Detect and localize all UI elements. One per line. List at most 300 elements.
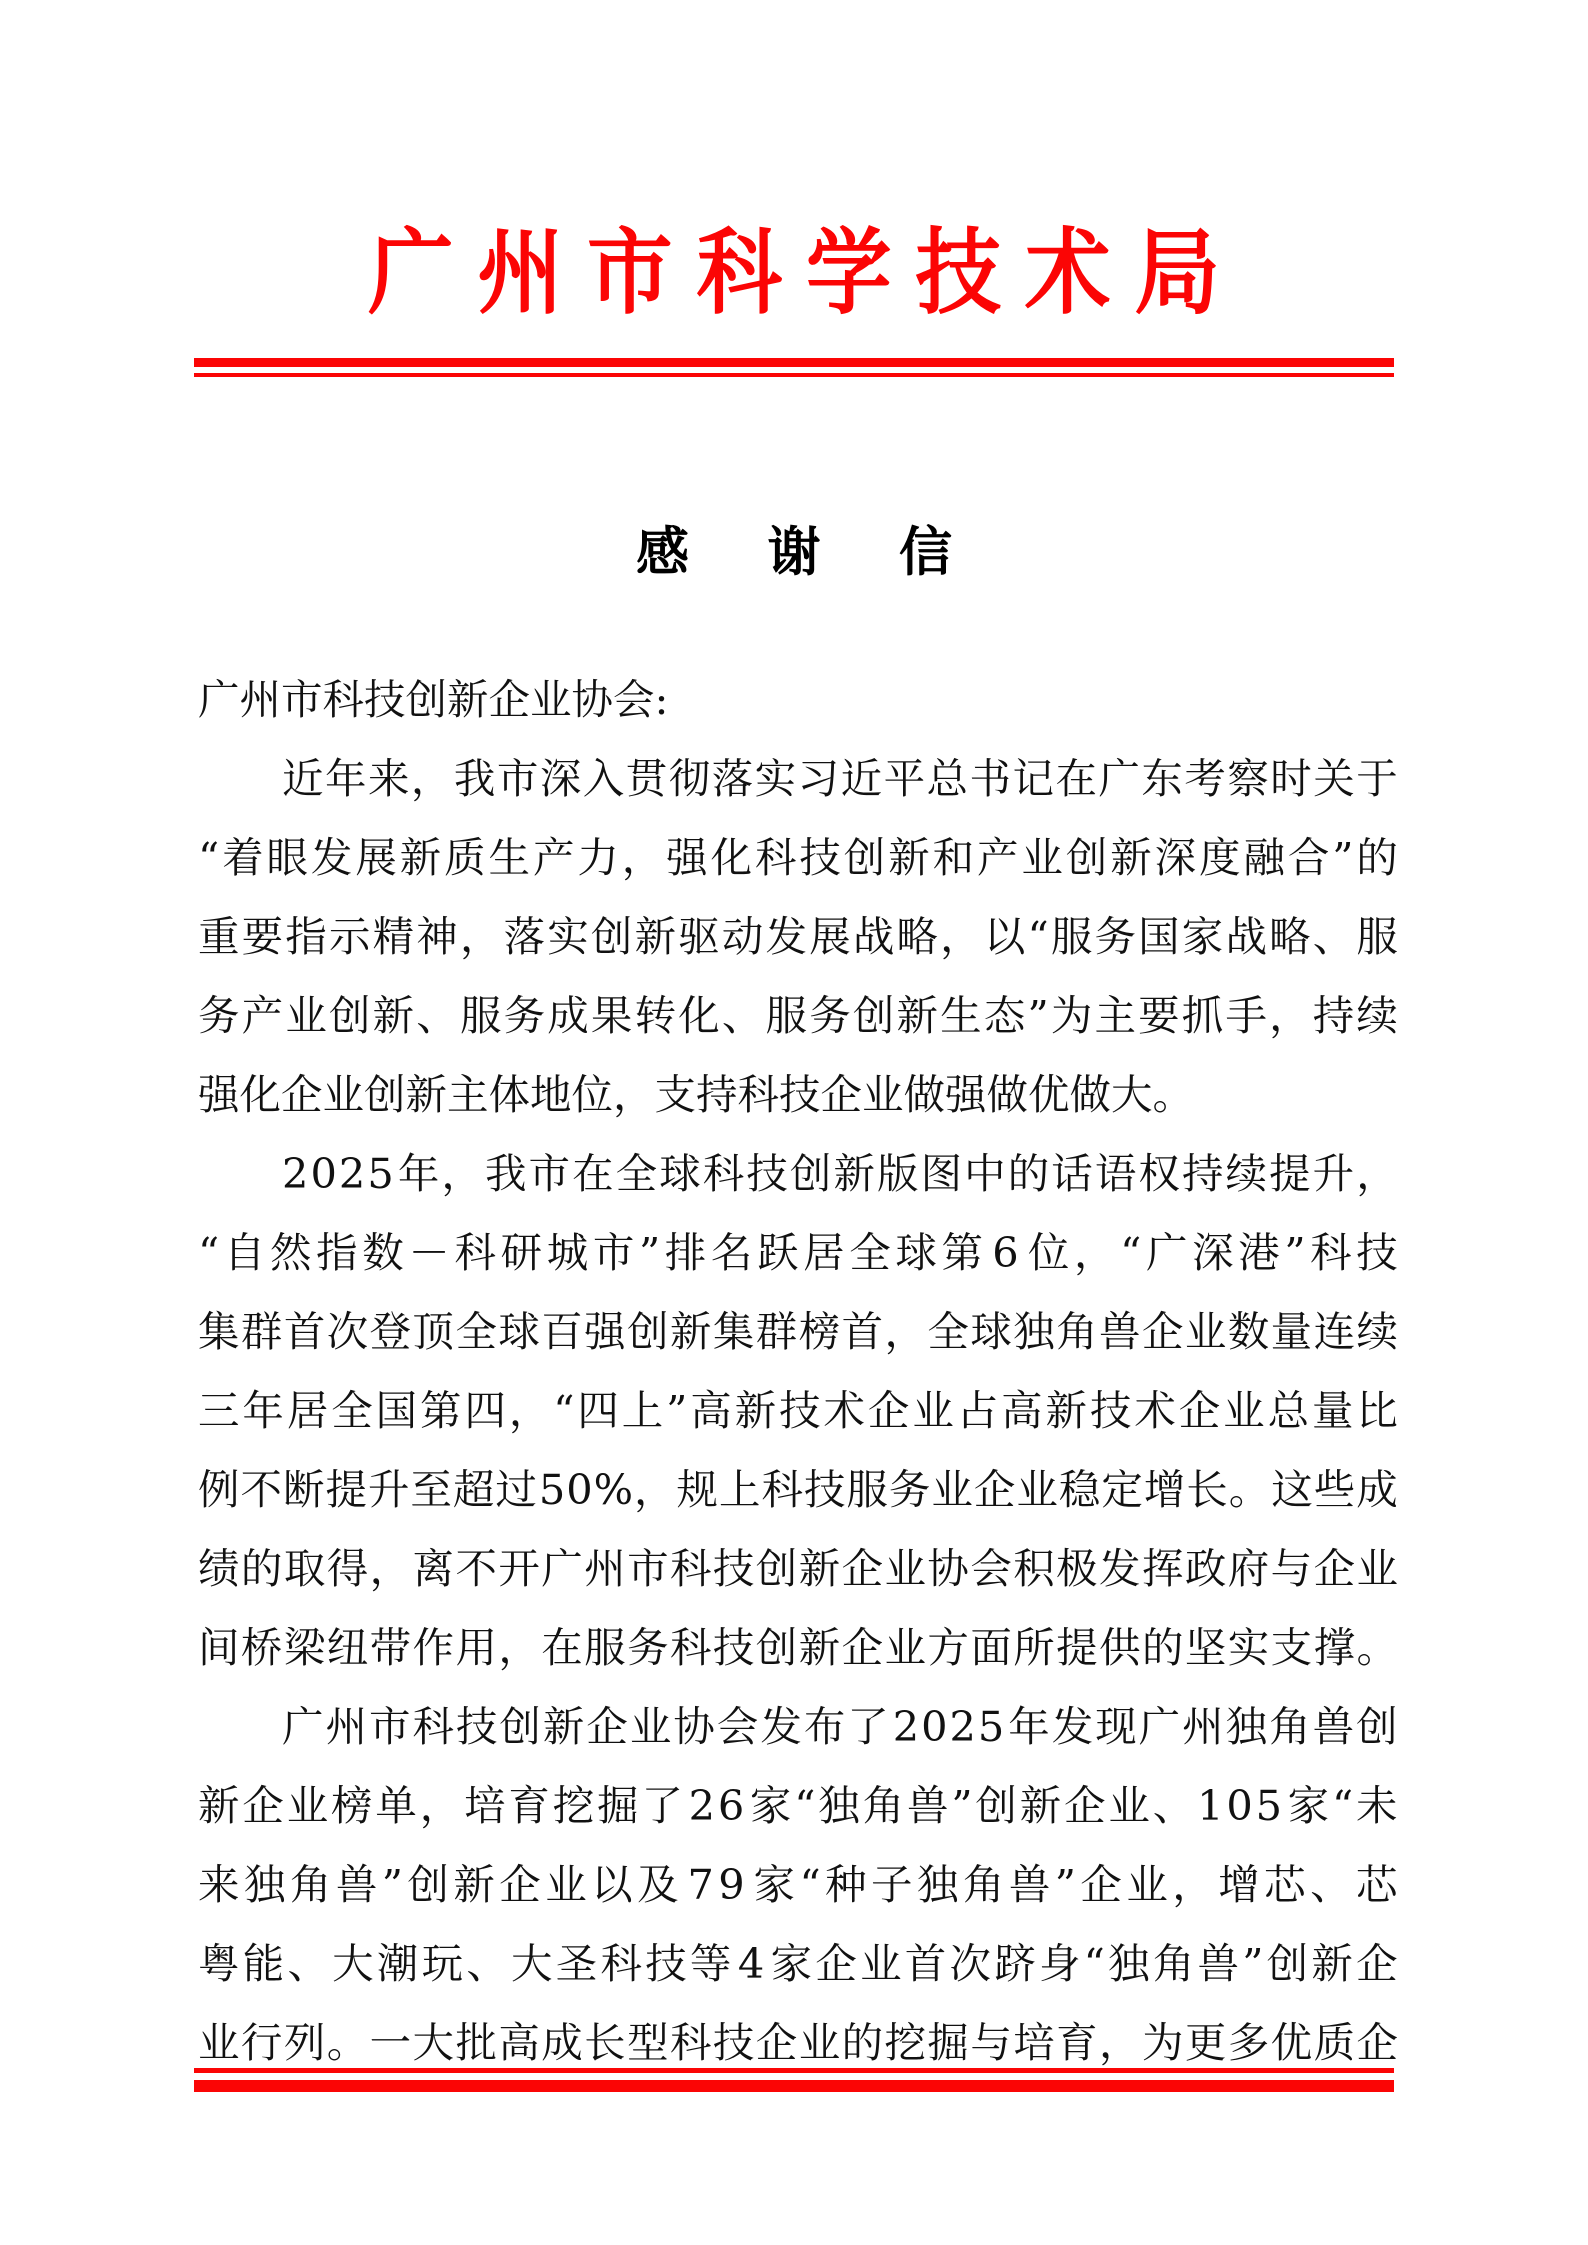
body-glyph: 创 <box>499 1702 541 1751</box>
body-glyph: 持 <box>1181 1149 1224 1198</box>
body-glyph: 例 <box>198 1465 240 1514</box>
body-glyph: ， <box>459 912 502 961</box>
body-glyph: 发 <box>1051 1702 1094 1751</box>
body-glyph: 技 <box>712 1623 755 1672</box>
divider-line-thick <box>194 358 1394 367</box>
body-glyph: 要 <box>241 912 284 961</box>
body-glyph: 关 <box>1313 754 1355 803</box>
body-glyph: 展 <box>355 833 397 882</box>
body-glyph: 服 <box>1356 912 1398 961</box>
body-glyph: 挖 <box>552 1781 595 1830</box>
body-glyph: 业 <box>1126 1860 1168 1909</box>
body-glyph: 抓 <box>1181 991 1224 1040</box>
body-glyph: 所 <box>1013 1623 1055 1672</box>
body-glyph: 市 <box>592 1228 635 1277</box>
body-glyph: 科 <box>669 2018 712 2067</box>
body-glyph: 9 <box>718 1860 745 1909</box>
body-glyph: 6 <box>992 1228 1019 1277</box>
body-glyph: 国 <box>1138 912 1180 961</box>
divider-line-thin <box>194 373 1394 377</box>
body-glyph: ， <box>940 912 982 961</box>
body-glyph: 了 <box>641 1781 683 1830</box>
body-glyph: 掘 <box>597 1781 639 1830</box>
body-glyph: ， <box>1074 1228 1116 1277</box>
body-glyph: 跃 <box>757 1228 799 1277</box>
body-glyph: 权 <box>1138 1149 1180 1198</box>
body-glyph: 指 <box>316 1228 358 1277</box>
body-glyph: 持 <box>1312 991 1355 1040</box>
body-glyph: 2 <box>688 1781 716 1830</box>
body-glyph: 等 <box>689 1939 732 1988</box>
body-glyph: 与 <box>970 2018 1012 2067</box>
body-glyph: 家 <box>1181 912 1224 961</box>
body-glyph: 技 <box>799 833 841 882</box>
body-glyph: 育 <box>1056 2018 1098 2067</box>
body-glyph: 潮 <box>376 1939 419 1988</box>
body-glyph: 、 <box>466 1939 508 1988</box>
body-glyph: 、 <box>1310 1860 1352 1909</box>
body-glyph: 7 <box>687 1860 714 1909</box>
body-glyph: 兽 <box>1197 1939 1240 1988</box>
body-glyph: 定 <box>1101 1465 1143 1514</box>
body-glyph: ， <box>498 1623 540 1672</box>
body-glyph: 合 <box>1287 833 1330 882</box>
body-glyph: 融 <box>1243 833 1285 882</box>
body-glyph: 驱 <box>678 912 720 961</box>
issuing-authority-title: 广州市科学技术局 <box>368 218 1244 327</box>
body-glyph: 高 <box>498 2018 540 2067</box>
body-glyph: 续 <box>1356 991 1398 1040</box>
body-glyph: ” <box>381 1860 403 1909</box>
body-glyph: 创 <box>755 1623 798 1672</box>
body-glyph: 独 <box>916 1860 959 1909</box>
body-glyph: 创 <box>852 991 895 1040</box>
body-glyph: 业 <box>545 1860 587 1909</box>
body-glyph: “ <box>1120 1228 1142 1277</box>
body-glyph: 全 <box>331 1386 373 1435</box>
body-glyph: 我 <box>484 1149 527 1198</box>
body-glyph: 落 <box>503 912 546 961</box>
body-glyph: 市 <box>496 754 539 803</box>
body-glyph: 展 <box>809 912 851 961</box>
body-glyph: 于 <box>1356 754 1398 803</box>
body-glyph: 0 <box>310 1149 337 1198</box>
body-glyph: 占 <box>956 1386 999 1435</box>
body-glyph: 量 <box>1311 1386 1354 1435</box>
body-glyph: 企 <box>1356 1939 1398 1988</box>
body-glyph: 芯 <box>1356 1860 1398 1909</box>
body-glyph: “ <box>198 833 220 882</box>
body-glyph: 实 <box>547 912 589 961</box>
body-glyph: 质 <box>1313 2018 1356 2067</box>
body-glyph: 企 <box>586 1702 628 1751</box>
body-glyph: 平 <box>883 754 926 803</box>
body-glyph: ， <box>1269 991 1311 1040</box>
document-body <box>198 660 1398 2082</box>
body-glyph: 三 <box>198 1386 240 1435</box>
body-glyph: 。 <box>1228 1465 1271 1514</box>
body-glyph: 业 <box>1021 833 1063 882</box>
body-glyph: 神 <box>416 912 458 961</box>
body-glyph: “ <box>1331 1781 1354 1830</box>
body-glyph: 实 <box>1227 1623 1270 1672</box>
body-glyph: 年 <box>397 1149 440 1198</box>
body-glyph: 实 <box>754 754 797 803</box>
body-glyph: 跻 <box>994 1939 1036 1988</box>
body-glyph: 深 <box>1192 1228 1234 1277</box>
body-glyph: ， <box>1099 2018 1141 2067</box>
body-glyph: 百 <box>541 1307 583 1356</box>
body-glyph: 眼 <box>266 833 309 882</box>
body-glyph: 我 <box>453 754 496 803</box>
body-glyph: 城 <box>546 1228 589 1277</box>
body-glyph: 新 <box>669 1307 712 1356</box>
body-glyph: 业 <box>629 1702 672 1751</box>
body-glyph: 广 <box>1098 754 1140 803</box>
body-glyph: 2 <box>338 1149 366 1198</box>
body-glyph: 独 <box>1225 1702 1268 1751</box>
body-glyph: 技 <box>1356 1228 1398 1277</box>
body-glyph: 、 <box>1152 1781 1195 1830</box>
body-line <box>198 1292 1398 1371</box>
body-glyph: 上 <box>621 1386 664 1435</box>
body-glyph: ， <box>621 833 664 882</box>
body-glyph: ” <box>1332 833 1354 882</box>
body-glyph: 企 <box>973 1465 1016 1514</box>
body-glyph: 在 <box>541 1623 583 1672</box>
body-glyph: 新 <box>198 1781 240 1830</box>
body-glyph: 过 <box>495 1465 537 1514</box>
body-glyph: 服 <box>765 991 808 1040</box>
body-glyph: 独 <box>243 1860 286 1909</box>
body-glyph: 撑 <box>1313 1623 1356 1672</box>
document-title: 感 谢 信 <box>636 521 982 583</box>
body-glyph: 培 <box>1013 2018 1055 2067</box>
body-glyph: 断 <box>282 1465 325 1514</box>
body-glyph: 时 <box>1270 754 1312 803</box>
body-glyph: 广 <box>282 1702 324 1751</box>
body-glyph: 纽 <box>326 1623 369 1672</box>
body-glyph: ” <box>1027 991 1049 1040</box>
body-glyph: 版 <box>877 1149 919 1198</box>
body-glyph: 技 <box>645 1939 687 1988</box>
body-glyph: 排 <box>664 1228 707 1277</box>
body-glyph: ， <box>634 1465 676 1514</box>
body-glyph: 广 <box>541 1544 583 1593</box>
body-glyph: 超 <box>452 1465 495 1514</box>
body-glyph: 角 <box>1269 1702 1311 1751</box>
body-glyph: 度 <box>1199 833 1241 882</box>
body-glyph: 生 <box>488 833 531 882</box>
paragraph-3 <box>198 1687 1398 2082</box>
body-glyph: 业 <box>860 1939 902 1988</box>
body-glyph: 业 <box>1016 1465 1058 1514</box>
body-glyph: 化 <box>678 991 720 1040</box>
body-glyph: 新 <box>634 912 677 961</box>
body-line <box>198 1450 1398 1529</box>
body-glyph: 群 <box>240 1307 283 1356</box>
body-glyph: 企 <box>1064 1781 1106 1830</box>
body-glyph: 全 <box>927 1307 969 1356</box>
body-glyph: 生 <box>940 991 982 1040</box>
body-glyph: ” <box>666 1386 688 1435</box>
body-line <box>198 897 1398 976</box>
body-glyph: 服 <box>459 991 502 1040</box>
body-glyph: 科 <box>761 1465 803 1514</box>
body-glyph: 角 <box>862 1781 905 1830</box>
body-glyph: 重 <box>198 912 240 961</box>
body-glyph: 发 <box>760 1702 802 1751</box>
body-glyph: 0 <box>1226 1781 1253 1830</box>
body-glyph: 种 <box>825 1860 867 1909</box>
body-glyph: 技 <box>712 2018 755 2067</box>
body-glyph: 发 <box>1099 1544 1141 1593</box>
body-glyph: ， <box>1172 1860 1214 1909</box>
body-glyph: 球 <box>895 1228 937 1277</box>
body-glyph: 习 <box>797 754 840 803</box>
body-glyph: 企 <box>242 1781 284 1830</box>
body-glyph: 来 <box>367 754 410 803</box>
body-glyph: 首 <box>904 1939 947 1988</box>
body-glyph: 企 <box>499 1860 541 1909</box>
body-glyph: 比 <box>1356 1386 1398 1435</box>
body-glyph: 产 <box>532 833 575 882</box>
body-glyph: 5 <box>1255 1781 1282 1830</box>
body-glyph: 作 <box>412 1623 455 1672</box>
body-glyph: 以 <box>591 1860 633 1909</box>
body-glyph: “ <box>1027 912 1049 961</box>
body-glyph: 高 <box>690 1386 732 1435</box>
body-glyph: 企 <box>1313 1544 1356 1593</box>
body-glyph: 务 <box>627 1623 669 1672</box>
body-glyph: “ <box>794 1781 816 1830</box>
body-glyph: 角 <box>1152 1939 1195 1988</box>
body-glyph: 市 <box>627 1544 669 1593</box>
body-line <box>198 976 1398 1055</box>
body-glyph: 长 <box>1186 1465 1228 1514</box>
body-glyph: 独 <box>818 1781 860 1830</box>
body-glyph: 务 <box>809 991 851 1040</box>
body-line <box>198 1687 1398 1766</box>
body-glyph: 业 <box>931 1465 973 1514</box>
body-glyph: 产 <box>241 991 284 1040</box>
body-glyph: 不 <box>455 1544 497 1593</box>
body-glyph: 大 <box>332 1939 374 1988</box>
divider-gap <box>194 2073 1394 2080</box>
body-glyph: 服 <box>584 1623 626 1672</box>
body-glyph: 新 <box>734 1386 777 1435</box>
body-glyph: 登 <box>369 1307 412 1356</box>
body-glyph: 港 <box>1238 1228 1280 1277</box>
body-glyph: 以 <box>983 912 1026 961</box>
body-glyph: 近 <box>282 754 324 803</box>
body-glyph: 0 <box>921 1702 948 1751</box>
body-glyph: 数 <box>1227 1307 1270 1356</box>
body-line <box>198 818 1398 897</box>
body-glyph: 、 <box>1312 912 1355 961</box>
body-glyph: ” <box>638 1228 661 1277</box>
body-glyph: 科 <box>669 1623 712 1672</box>
body-glyph: ” <box>1242 1939 1264 1988</box>
body-glyph: 深 <box>539 754 582 803</box>
body-glyph: 为 <box>1141 2018 1184 2067</box>
body-glyph: 掘 <box>927 2018 969 2067</box>
body-glyph: 四 <box>464 1386 506 1435</box>
body-glyph: 新 <box>1311 1939 1353 1988</box>
body-glyph: 的 <box>1356 833 1398 882</box>
body-glyph: 间 <box>198 1623 240 1672</box>
body-glyph: ” <box>951 1781 973 1830</box>
body-glyph: 稳 <box>1058 1465 1101 1514</box>
body-glyph: 升 <box>367 1465 410 1514</box>
body-glyph: 企 <box>841 1623 884 1672</box>
body-glyph: 服 <box>1050 912 1093 961</box>
body-glyph: 府 <box>1227 1544 1270 1593</box>
body-glyph: 、 <box>721 991 764 1040</box>
body-glyph: 布 <box>803 1702 846 1751</box>
body-line <box>198 1845 1398 1924</box>
body-glyph: 态 <box>983 991 1026 1040</box>
body-glyph: 要 <box>1138 991 1180 1040</box>
body-glyph: 新 <box>833 1149 875 1198</box>
body-glyph: 新 <box>1019 1781 1062 1830</box>
body-glyph: 新 <box>542 1702 585 1751</box>
body-glyph: 彻 <box>668 754 711 803</box>
body-glyph: 未 <box>1356 1781 1398 1830</box>
body-glyph: 大 <box>511 1939 553 1988</box>
body-glyph: 榜 <box>331 1781 373 1830</box>
body-glyph: 1 <box>1197 1781 1224 1830</box>
body-line <box>198 1529 1398 1608</box>
body-glyph: 业 <box>1223 1386 1265 1435</box>
body-glyph: 子 <box>871 1860 913 1909</box>
body-glyph: 和 <box>932 833 975 882</box>
body-glyph: 中 <box>964 1149 1006 1198</box>
body-glyph: 广 <box>1138 1702 1181 1751</box>
body-glyph: 企 <box>1080 1860 1122 1909</box>
body-glyph: 兽 <box>335 1860 378 1909</box>
body-glyph: 总 <box>1267 1386 1310 1435</box>
body-glyph: 政 <box>1184 1544 1227 1593</box>
body-glyph: 集 <box>712 1307 755 1356</box>
body-line <box>198 739 1398 818</box>
body-glyph: 续 <box>1356 1307 1398 1356</box>
body-glyph: 年 <box>242 1386 284 1435</box>
body-glyph: ， <box>410 754 453 803</box>
body-glyph: 5 <box>538 1465 566 1514</box>
body-glyph: 创 <box>1065 833 1108 882</box>
body-glyph: 新 <box>798 1544 841 1593</box>
body-glyph: 科 <box>412 1702 454 1751</box>
body-glyph: 年 <box>324 754 367 803</box>
body-glyph: 的 <box>841 2018 884 2067</box>
body-glyph: 面 <box>970 1623 1012 1672</box>
body-glyph: 强 <box>584 1307 626 1356</box>
body-glyph: 州 <box>1182 1702 1224 1751</box>
body-glyph: 长 <box>584 2018 626 2067</box>
body-glyph: 位 <box>1027 1228 1070 1277</box>
body-glyph: 挖 <box>884 2018 927 2067</box>
body-glyph: 2 <box>892 1702 920 1751</box>
body-glyph: 供 <box>1099 1623 1141 1672</box>
body-glyph: 新 <box>798 1623 841 1672</box>
body-glyph: 高 <box>1001 1386 1043 1435</box>
body-glyph: 创 <box>755 1544 798 1593</box>
body-glyph: ” <box>1054 1860 1076 1909</box>
body-glyph: 新 <box>399 833 442 882</box>
body-glyph: 深 <box>1154 833 1197 882</box>
body-glyph: 首 <box>283 1307 326 1356</box>
body-glyph: 成 <box>1356 1465 1398 1514</box>
body-glyph: 精 <box>372 912 415 961</box>
body-glyph: 战 <box>1225 912 1267 961</box>
body-glyph: ， <box>508 1386 551 1435</box>
body-glyph: 书 <box>969 754 1012 803</box>
body-glyph: 挥 <box>1141 1544 1184 1593</box>
body-glyph: 示 <box>328 912 371 961</box>
body-glyph: 身 <box>1038 1939 1081 1988</box>
body-glyph: 业 <box>286 1781 329 1830</box>
body-glyph: 、 <box>287 1939 329 1988</box>
body-glyph: 务 <box>1094 912 1136 961</box>
body-glyph: 角 <box>289 1860 332 1909</box>
body-line <box>198 1766 1398 1845</box>
body-glyph: 东 <box>1141 754 1183 803</box>
body-glyph: 技 <box>1089 1386 1132 1435</box>
body-glyph: 科 <box>702 1149 745 1198</box>
body-glyph: 业 <box>884 1544 927 1593</box>
body-glyph: 年 <box>1008 1702 1050 1751</box>
body-glyph: 成 <box>547 991 589 1040</box>
body-glyph: 国 <box>375 1386 418 1435</box>
body-glyph: 协 <box>927 1544 969 1593</box>
body-glyph: 记 <box>1012 754 1054 803</box>
body-glyph: 成 <box>541 2018 583 2067</box>
body-glyph: 新 <box>1110 833 1152 882</box>
body-glyph: 技 <box>746 1149 788 1198</box>
body-glyph: 考 <box>1184 754 1226 803</box>
body-glyph: 创 <box>975 1781 1017 1830</box>
body-glyph: 企 <box>815 1939 857 1988</box>
body-glyph: 发 <box>310 833 353 882</box>
body-glyph: 圣 <box>555 1939 598 1988</box>
body-glyph: 市 <box>368 1702 411 1751</box>
body-glyph: 科 <box>600 1939 642 1988</box>
body-glyph: 企 <box>1178 1386 1221 1435</box>
body-glyph: ， <box>884 1307 927 1356</box>
body-glyph: 市 <box>528 1149 571 1198</box>
body-glyph: ” <box>1284 1228 1306 1277</box>
body-glyph: 自 <box>223 1228 266 1277</box>
body-glyph: 业 <box>1108 1781 1150 1830</box>
body-glyph: 、 <box>416 991 458 1040</box>
body-glyph: 取 <box>283 1544 326 1593</box>
body-glyph: 落 <box>711 754 754 803</box>
body-glyph: 独 <box>1108 1939 1150 1988</box>
body-glyph: 次 <box>949 1939 992 1988</box>
body-glyph: 术 <box>1134 1386 1176 1435</box>
body-glyph: 次 <box>326 1307 369 1356</box>
body-glyph: 2 <box>949 1702 976 1751</box>
body-glyph: 离 <box>412 1544 455 1593</box>
body-glyph: 家 <box>753 1860 796 1909</box>
body-glyph: ， <box>1356 1149 1398 1198</box>
body-glyph: 为 <box>1050 991 1093 1040</box>
body-glyph: “ <box>1083 1939 1105 1988</box>
body-glyph: 在 <box>572 1149 614 1198</box>
body-glyph: 全 <box>849 1228 891 1277</box>
body-glyph: 能 <box>242 1939 285 1988</box>
